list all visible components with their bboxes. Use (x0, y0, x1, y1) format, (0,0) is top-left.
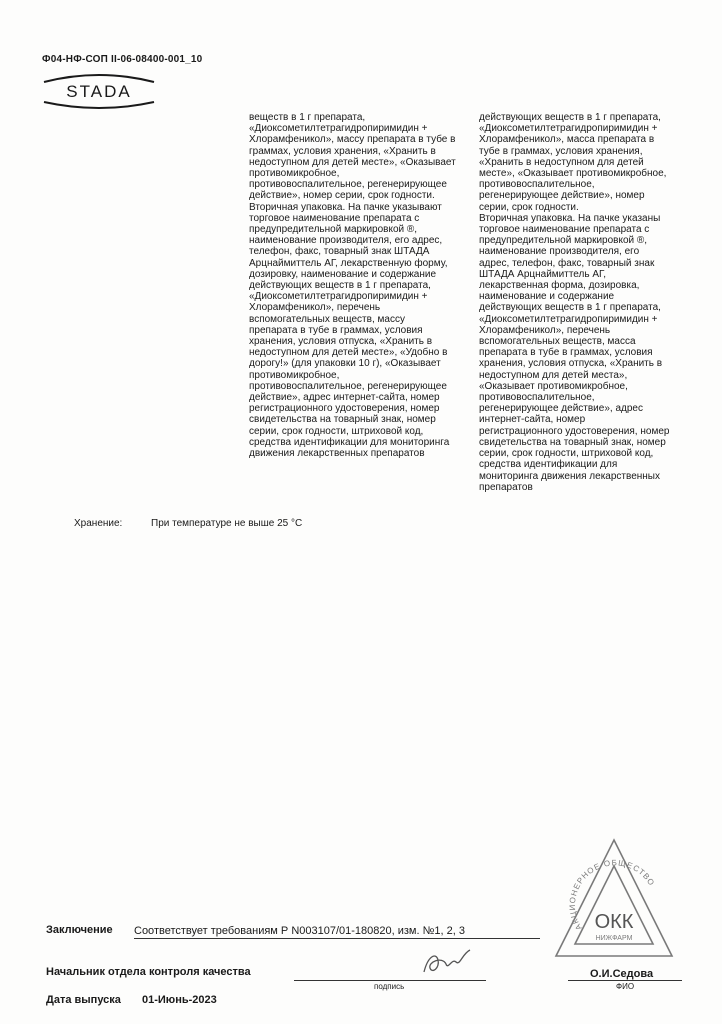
conclusion-underline (134, 938, 540, 939)
text-line: средства идентификации для мониторинга (249, 436, 450, 448)
text-line: вспомогательных веществ, массу (249, 313, 405, 325)
text-column-right (479, 112, 693, 493)
text-line: граммах, условия хранения, «Хранить в (249, 145, 436, 157)
text-line: свидетельства на товарный знак, номер (479, 436, 666, 448)
text-line: действие», адрес интернет-сайта, номер (249, 392, 440, 404)
text-line: препарата в тубе в граммах, условия (479, 347, 653, 359)
text-line: «Диоксометилтетрагидропиримидин + (479, 313, 658, 325)
document-code: Ф04-НФ-СОП II-06-08400-001_10 (42, 54, 203, 65)
text-line: действующих веществ в 1 г препарата, (479, 112, 661, 123)
text-line: действующих веществ в 1 г препарата, (479, 302, 661, 314)
handwritten-signature (418, 946, 474, 980)
text-line: регенерирующее действие», номер (479, 190, 645, 202)
storage-label: Хранение: (74, 518, 123, 529)
text-line: «Хранить в недоступном для детей (479, 156, 644, 168)
text-line: средства идентификации для (479, 459, 618, 471)
text-line: противовоспалительное, регенерирующее (249, 380, 447, 392)
text-line: Хлорамфеникол», перечень (249, 302, 381, 314)
text-line: лекарственная форма, дозировка, (479, 280, 640, 292)
stamp-bottom-text: НИЖФАРМ (595, 935, 633, 942)
text-line: Хлорамфеникол», массу препарата в тубе в (249, 134, 456, 146)
text-line: регистрационного удостоверения, номер (479, 425, 670, 437)
text-line: противовоспалительное, (479, 179, 595, 191)
text-line: адрес, телефон, факс, товарный знак (479, 257, 655, 269)
text-line: наименование и содержание (479, 291, 615, 303)
text-line: предупредительной маркировкой ®, (479, 235, 648, 247)
text-line: противовоспалительное, регенерирующее (249, 179, 447, 191)
text-line: действие», номер серии, срок годности. (249, 190, 435, 202)
text-line: свидетельства на товарный знак, номер (249, 414, 436, 426)
okk-stamp (552, 836, 676, 964)
text-line: движения лекарственных препаратов (249, 448, 425, 460)
head-of-qc-label: Начальник отдела контроля качества (46, 966, 251, 978)
text-line: Арцнаймиттель АГ, лекарственную форму, (249, 257, 448, 269)
text-line: торговое наименование препарата с (249, 212, 420, 224)
text-line: действующих веществ в 1 г препарата, (249, 280, 431, 292)
text-line: Хлорамфеникол», масса препарата в (479, 134, 655, 146)
conclusion-value: Соответствует требованиям Р N003107/01-180820, изм. №1, 2, 3 (134, 925, 465, 937)
text-line: месте», «Оказывает противомикробное, (479, 168, 667, 180)
release-date-value: 01-Июнь-2023 (142, 994, 217, 1006)
text-line: Вторичная упаковка. На пачке указывают (249, 201, 442, 213)
text-line: серии, срок годности, штриховой код, (249, 425, 424, 437)
text-line: «Оказывает противомикробное, (479, 380, 628, 392)
text-line: препарата в тубе в граммах, условия (249, 324, 423, 336)
text-line: Хлорамфеникол», перечень (479, 324, 611, 336)
text-column-left (249, 112, 471, 459)
text-line: серии, срок годности. (479, 201, 579, 213)
text-line: недоступном для детей места», (479, 369, 628, 381)
head-name: О.И.Седова (590, 968, 654, 980)
text-line: «Диоксометилтетрагидропиримидин + (249, 123, 428, 135)
text-line: торговое наименование препарата с (479, 224, 650, 236)
text-line: противомикробное, (249, 369, 340, 381)
text-line: дорогу!» (для упаковки 10 г), «Оказывает (249, 358, 441, 370)
stada-logo (40, 70, 158, 114)
signature-caption: подпись (374, 982, 405, 991)
text-line: недоступном для детей месте», «Удобно в (249, 347, 448, 359)
text-line: наименование производителя, его (479, 246, 640, 258)
text-line: ШТАДА Арцнаймиттель АГ, (479, 268, 606, 280)
text-line: регенерирующее действие», адрес (479, 403, 643, 415)
text-line: противомикробное, (249, 168, 340, 180)
text-line: хранения, условия отпуска, «Хранить в (249, 336, 433, 348)
stamp-center-text: ОКК (594, 911, 634, 933)
text-line: дозировку, наименование и содержание (249, 268, 437, 280)
conclusion-label: Заключение (46, 924, 113, 936)
logo-text: STADA (66, 82, 132, 101)
text-line: регистрационного удостоверения, номер (249, 403, 440, 415)
text-line: телефон, факс, товарный знак ШТАДА (249, 246, 430, 258)
fio-line (568, 980, 682, 981)
stamp-ring-text: АКЦИОНЕРНОЕ ОБЩЕСТВО (567, 858, 657, 932)
signature-line (294, 980, 486, 981)
text-line: недоступном для детей месте», «Оказывает (249, 156, 456, 168)
release-date-label: Дата выпуска (46, 994, 121, 1006)
text-line: интернет-сайта, номер (479, 414, 586, 426)
text-line: «Диоксометилтетрагидропиримидин + (479, 123, 658, 135)
text-line: противовоспалительное, (479, 392, 595, 404)
text-line: предупредительной маркировкой ®, (249, 224, 418, 236)
text-line: тубе в граммах, условия хранения, (479, 145, 643, 157)
text-line: «Диоксометилтетрагидропиримидин + (249, 291, 428, 303)
text-line: мониторинга движения лекарственных (479, 470, 660, 482)
storage-value: При температуре не выше 25 °С (151, 518, 303, 529)
text-line: Вторичная упаковка. На пачке указаны (479, 212, 661, 224)
fio-caption: ФИО (616, 982, 635, 991)
text-line: веществ в 1 г препарата, (249, 112, 366, 123)
text-line: серии, срок годности, штриховой код, (479, 448, 654, 460)
text-line: хранения, условия отпуска, «Хранить в (479, 358, 663, 370)
text-line: препаратов (479, 481, 533, 493)
text-line: наименование производителя, его адрес, (249, 235, 443, 247)
text-line: вспомогательных веществ, масса (479, 336, 636, 348)
